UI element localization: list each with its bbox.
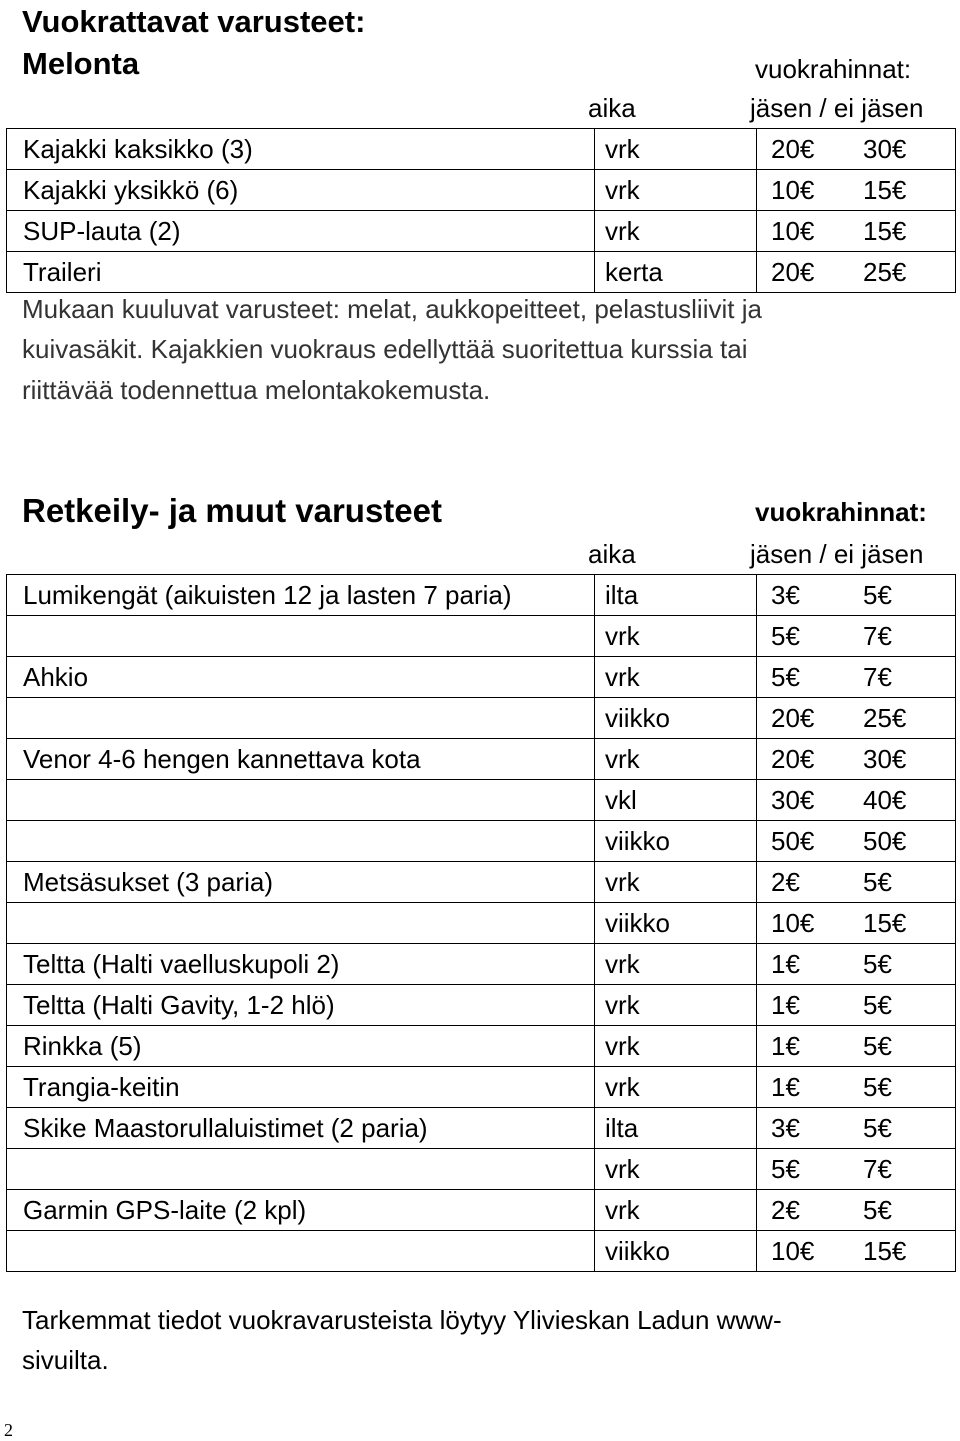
nonmember-price: 5€ — [863, 989, 892, 1020]
retkeily-table-body — [7, 575, 956, 1272]
rental-period: ilta — [595, 575, 757, 616]
nonmember-price: 5€ — [863, 948, 892, 979]
item-name: Kajakki yksikkö (6) — [7, 170, 595, 211]
nonmember-price: 15€ — [863, 1235, 907, 1266]
member-price: 5€ — [771, 620, 800, 651]
rental-period: vrk — [595, 944, 757, 985]
nonmember-price: 5€ — [863, 1112, 892, 1143]
item-name — [7, 903, 595, 944]
rental-period: vrk — [595, 211, 757, 252]
page-number: 2 — [4, 1420, 13, 1440]
nonmember-price: 5€ — [863, 1071, 892, 1102]
price-cell — [757, 739, 956, 780]
member-price: 20€ — [771, 702, 815, 733]
member-price: 20€ — [771, 256, 815, 287]
price-header-melonta: vuokrahinnat: — [755, 54, 912, 84]
price-cell — [757, 1231, 956, 1272]
item-name: Trangia-keitin — [7, 1067, 595, 1108]
item-name — [7, 821, 595, 862]
item-name: Skike Maastorullaluistimet (2 paria) — [7, 1108, 595, 1149]
footer-line: sivuilta. — [22, 1345, 109, 1376]
note-line: riittävää todennettua melontakokemusta. — [22, 374, 491, 405]
table-row — [7, 1149, 956, 1190]
table-row — [7, 739, 956, 780]
item-name — [7, 780, 595, 821]
nonmember-price: 30€ — [863, 133, 907, 164]
rental-period: vrk — [595, 1190, 757, 1231]
nonmember-price: 7€ — [863, 661, 892, 692]
melonta-table-body — [7, 129, 956, 293]
nonmember-price: 5€ — [863, 866, 892, 897]
nonmember-price: 5€ — [863, 1194, 892, 1225]
price-cell — [757, 657, 956, 698]
item-name: Lumikengät (aikuisten 12 ja lasten 7 paria) — [7, 575, 595, 616]
table-row — [7, 252, 956, 293]
item-name: Traileri — [7, 252, 595, 293]
table-row — [7, 1231, 956, 1272]
member-price: 10€ — [771, 174, 815, 205]
price-cell — [757, 252, 956, 293]
price-cell — [757, 698, 956, 739]
table-row — [7, 1067, 956, 1108]
rental-period: vrk — [595, 985, 757, 1026]
member-price: 50€ — [771, 825, 815, 856]
col-aika-header-melonta: aika — [588, 93, 636, 123]
rental-period: viikko — [595, 821, 757, 862]
price-cell — [757, 985, 956, 1026]
table-row — [7, 1108, 956, 1149]
price-cell — [757, 170, 956, 211]
price-cell — [757, 821, 956, 862]
price-cell — [757, 903, 956, 944]
price-cell — [757, 1026, 956, 1067]
rental-period: viikko — [595, 698, 757, 739]
item-name — [7, 698, 595, 739]
item-name: Kajakki kaksikko (3) — [7, 129, 595, 170]
rental-period: vrk — [595, 1067, 757, 1108]
nonmember-price: 40€ — [863, 784, 907, 815]
rental-period: ilta — [595, 1108, 757, 1149]
footer-line: Tarkemmat tiedot vuokravarusteista löytyy Ylivieskan Ladun www- — [22, 1305, 782, 1335]
price-cell — [757, 1190, 956, 1231]
nonmember-price: 5€ — [863, 579, 892, 610]
member-price: 2€ — [771, 866, 800, 897]
item-name: Rinkka (5) — [7, 1026, 595, 1067]
item-name — [7, 1231, 595, 1272]
nonmember-price: 25€ — [863, 702, 907, 733]
price-cell — [757, 1067, 956, 1108]
col-aika-header-retkeily: aika — [588, 539, 636, 569]
table-row — [7, 1190, 956, 1231]
price-cell — [757, 129, 956, 170]
table-row — [7, 780, 956, 821]
item-name: Garmin GPS-laite (2 kpl) — [7, 1190, 595, 1231]
table-row — [7, 944, 956, 985]
table-row — [7, 985, 956, 1026]
item-name: Venor 4-6 hengen kannettava kota — [7, 739, 595, 780]
rental-period: vrk — [595, 616, 757, 657]
price-cell — [757, 575, 956, 616]
member-price: 10€ — [771, 1235, 815, 1266]
nonmember-price: 15€ — [863, 215, 907, 246]
table-row — [7, 657, 956, 698]
member-price: 5€ — [771, 1153, 800, 1184]
price-cell — [757, 1108, 956, 1149]
table-row — [7, 170, 956, 211]
price-cell — [757, 1149, 956, 1190]
melonta-table — [6, 128, 956, 293]
item-name: Ahkio — [7, 657, 595, 698]
nonmember-price: 15€ — [863, 174, 907, 205]
member-price: 1€ — [771, 1071, 800, 1102]
price-cell — [757, 616, 956, 657]
table-row — [7, 1026, 956, 1067]
rental-period: viikko — [595, 1231, 757, 1272]
rental-period: kerta — [595, 252, 757, 293]
item-name: Teltta (Halti vaelluskupoli 2) — [7, 944, 595, 985]
table-row — [7, 862, 956, 903]
col-prices-header-retkeily: jäsen / ei jäsen — [750, 539, 924, 569]
section-title-melonta: Melonta — [22, 46, 140, 81]
table-row — [7, 616, 956, 657]
page-title: Vuokrattavat varusteet: — [22, 4, 366, 39]
price-cell — [757, 862, 956, 903]
nonmember-price: 25€ — [863, 256, 907, 287]
member-price: 1€ — [771, 989, 800, 1020]
melonta-note — [22, 289, 922, 410]
item-name: Metsäsukset (3 paria) — [7, 862, 595, 903]
price-cell — [757, 780, 956, 821]
table-row — [7, 821, 956, 862]
rental-period: viikko — [595, 903, 757, 944]
member-price: 1€ — [771, 948, 800, 979]
table-row — [7, 575, 956, 616]
price-cell — [757, 211, 956, 252]
member-price: 10€ — [771, 907, 815, 938]
member-price: 10€ — [771, 215, 815, 246]
member-price: 1€ — [771, 1030, 800, 1061]
rental-period: vrk — [595, 170, 757, 211]
footer-note — [22, 1300, 922, 1381]
nonmember-price: 30€ — [863, 743, 907, 774]
nonmember-price: 7€ — [863, 620, 892, 651]
price-header-retkeily: vuokrahinnat: — [755, 497, 927, 527]
nonmember-price: 15€ — [863, 907, 907, 938]
rental-period: vrk — [595, 862, 757, 903]
item-name: Teltta (Halti Gavity, 1-2 hlö) — [7, 985, 595, 1026]
nonmember-price: 7€ — [863, 1153, 892, 1184]
col-prices-header-melonta: jäsen / ei jäsen — [750, 93, 924, 123]
member-price: 20€ — [771, 743, 815, 774]
table-row — [7, 903, 956, 944]
rental-period: vrk — [595, 129, 757, 170]
member-price: 2€ — [771, 1194, 800, 1225]
member-price: 30€ — [771, 784, 815, 815]
note-line: kuivasäkit. Kajakkien vuokraus edellyttää suoritettua kurssia tai — [22, 334, 748, 365]
retkeily-table — [6, 574, 956, 1272]
price-cell — [757, 944, 956, 985]
item-name — [7, 616, 595, 657]
note-line: Mukaan kuuluvat varusteet: melat, aukkopeitteet, pelastusliivit ja — [22, 294, 762, 324]
nonmember-price: 50€ — [863, 825, 907, 856]
rental-period: vrk — [595, 657, 757, 698]
member-price: 3€ — [771, 579, 800, 610]
rental-period: vrk — [595, 739, 757, 780]
rental-period: vrk — [595, 1149, 757, 1190]
member-price: 3€ — [771, 1112, 800, 1143]
nonmember-price: 5€ — [863, 1030, 892, 1061]
section-title-retkeily: Retkeily- ja muut varusteet — [22, 492, 442, 529]
item-name: SUP-lauta (2) — [7, 211, 595, 252]
table-row — [7, 698, 956, 739]
table-row — [7, 211, 956, 252]
item-name — [7, 1149, 595, 1190]
table-row — [7, 129, 956, 170]
member-price: 20€ — [771, 133, 815, 164]
rental-period: vrk — [595, 1026, 757, 1067]
rental-period: vkl — [595, 780, 757, 821]
member-price: 5€ — [771, 661, 800, 692]
